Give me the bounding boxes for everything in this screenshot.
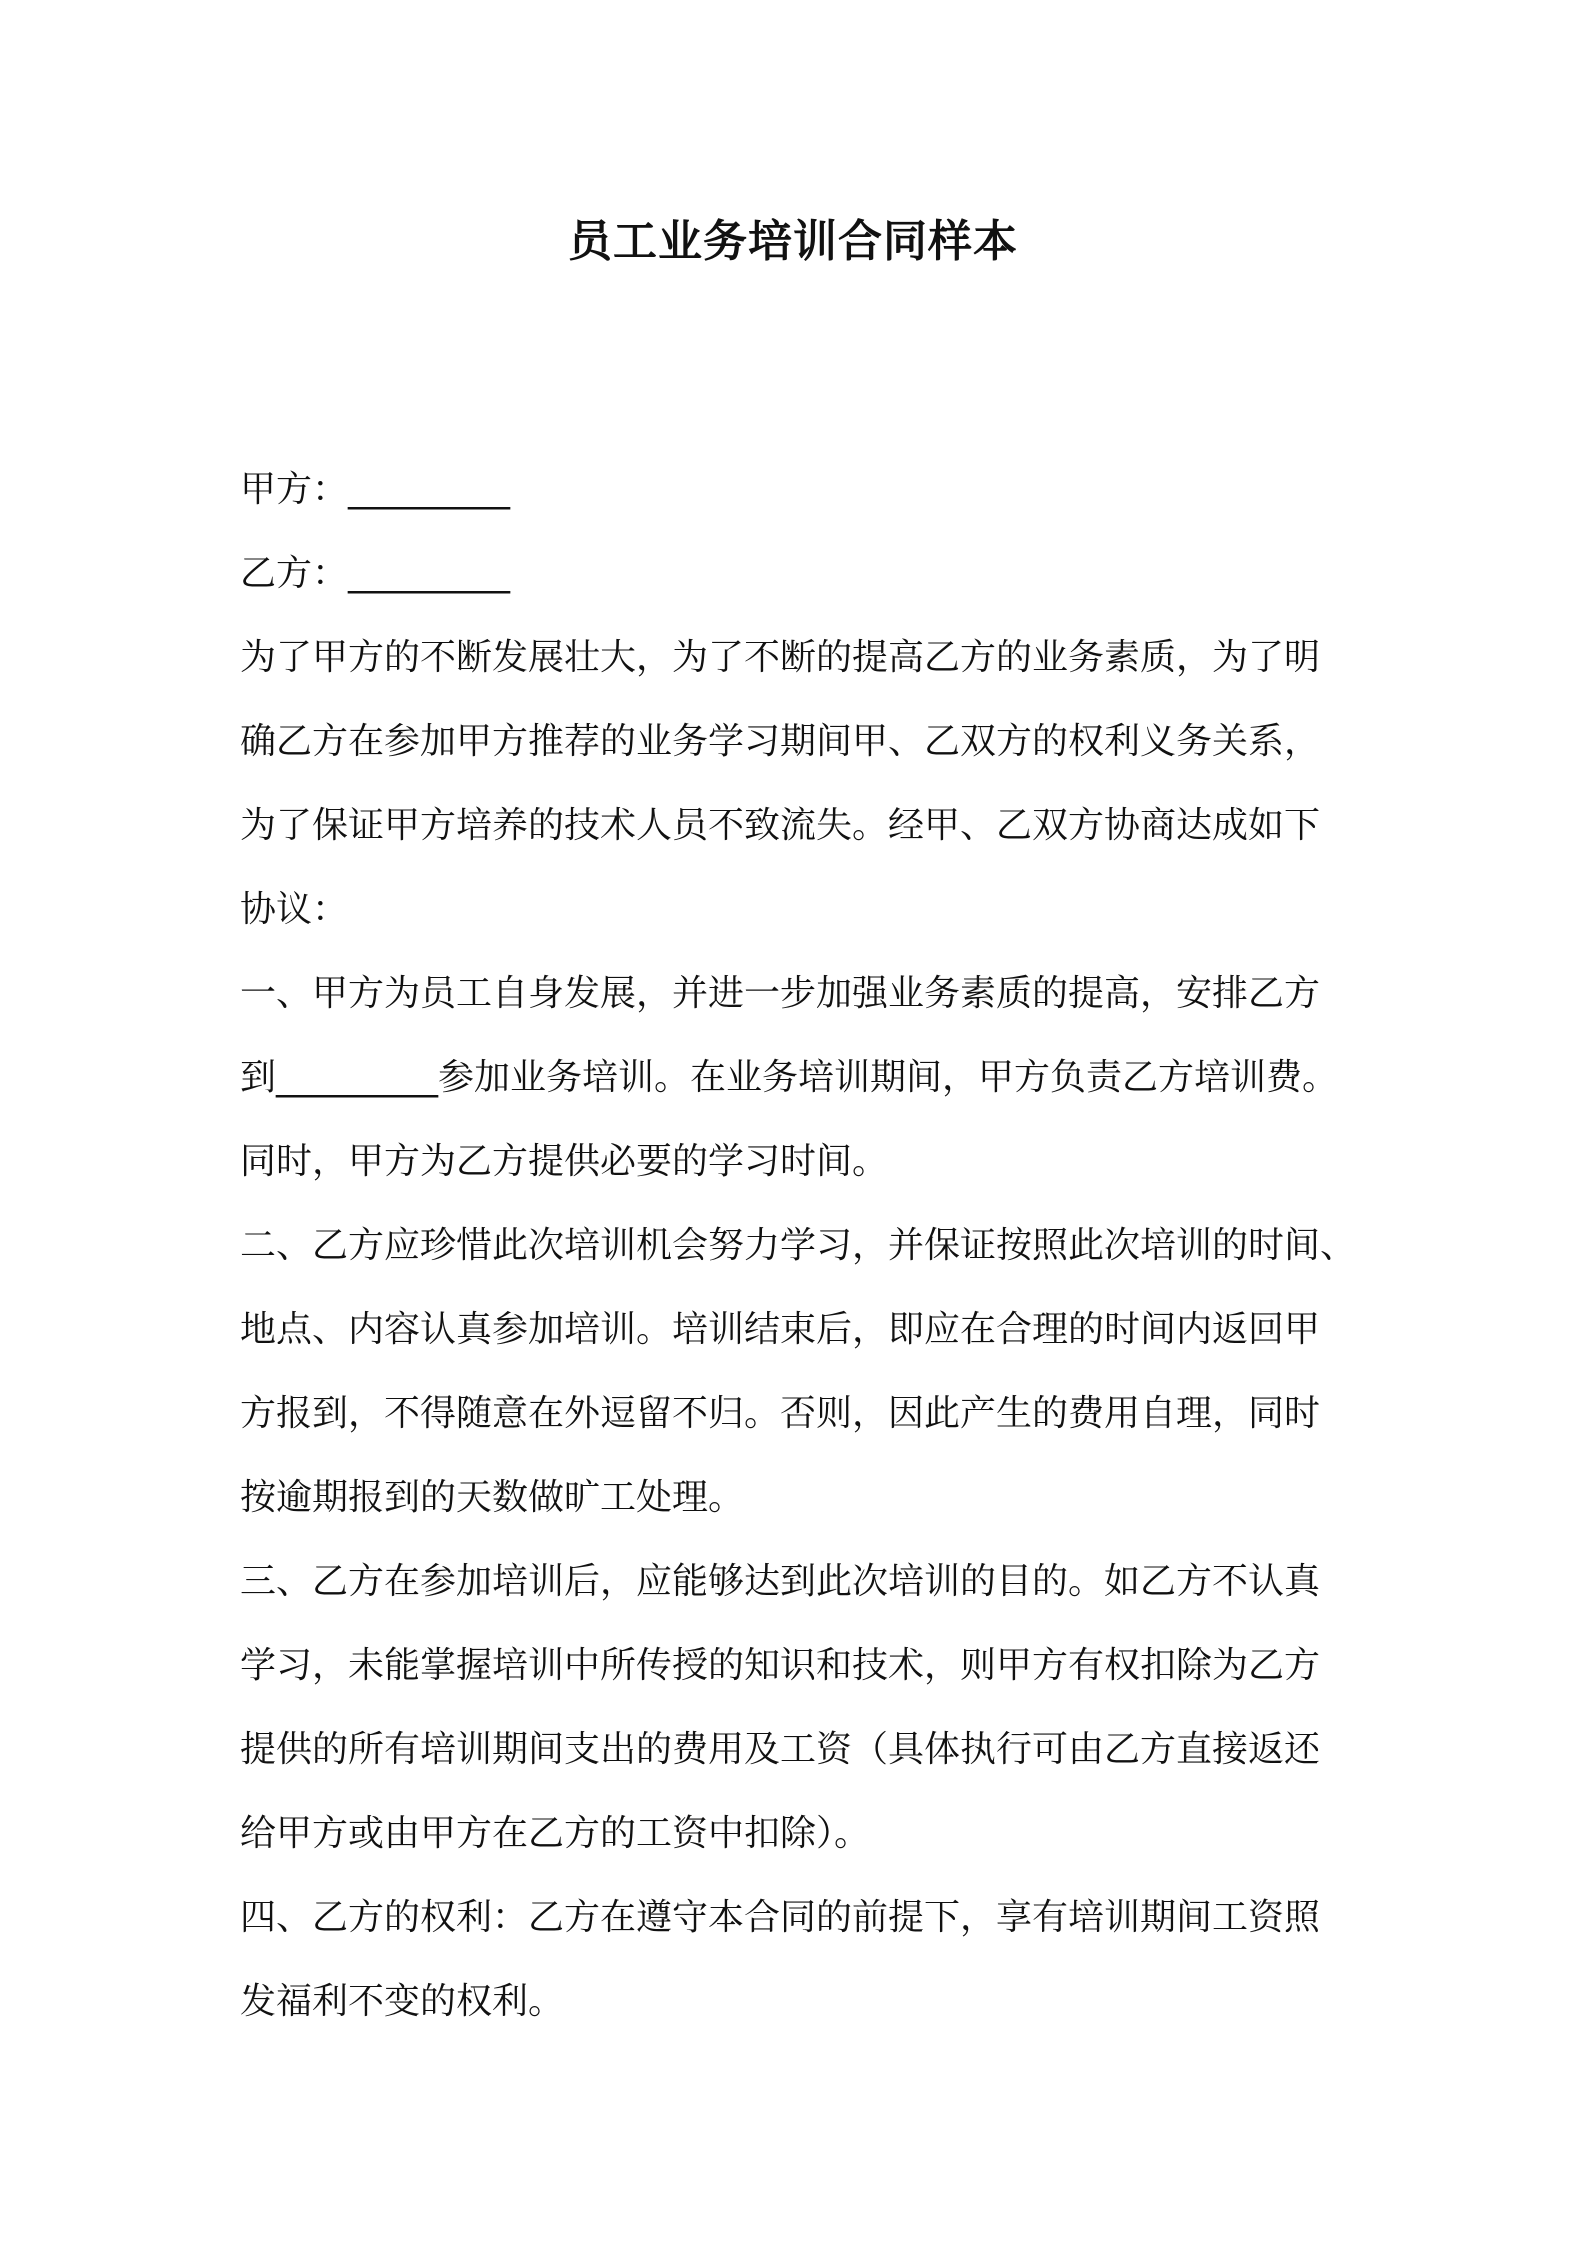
preamble-paragraph: [240, 616, 1350, 952]
paragraph-line: 按逾期报到的天数做旷工处理。: [240, 1477, 745, 1518]
paragraph-line: 发福利不变的权利。: [240, 1981, 565, 2022]
clause-3-paragraph: [240, 1540, 1350, 1876]
clause-4-paragraph: [240, 1876, 1350, 2044]
document-title: 员工业务培训合同样本: [568, 216, 1018, 267]
clause-1-paragraph: [240, 952, 1350, 1204]
paragraph-line: 同时，甲方为乙方提供必要的学习时间。: [240, 1141, 889, 1182]
paragraph-line: 到_________参加业务培训。在业务培训期间，甲方负责乙方培训费。: [240, 1057, 1339, 1098]
paragraph-line: 二、乙方应珍惜此次培训机会努力学习，并保证按照此次培训的时间、: [240, 1225, 1357, 1266]
paragraph-line: 为了甲方的不断发展壮大，为了不断的提高乙方的业务素质，为了明: [240, 637, 1321, 678]
paragraph-line: 一、甲方为员工自身发展，并进一步加强业务素质的提高，安排乙方: [240, 973, 1321, 1014]
party-b-line: 乙方：_________: [240, 553, 511, 594]
paragraph-line: 方报到，不得随意在外逗留不归。否则，因此产生的费用自理，同时: [240, 1393, 1321, 1434]
paragraph-line: 四、乙方的权利：乙方在遵守本合同的前提下，享有培训期间工资照: [240, 1897, 1321, 1938]
paragraph-line: 协议：: [240, 889, 349, 930]
paragraph-line: 地点、内容认真参加培训。培训结束后，即应在合理的时间内返回甲: [240, 1309, 1321, 1350]
clause-2-paragraph: [240, 1204, 1357, 1540]
paragraph-line: 为了保证甲方培养的技术人员不致流失。经甲、乙双方协商达成如下: [240, 805, 1321, 846]
paragraph-line: 三、乙方在参加培训后，应能够达到此次培训的目的。如乙方不认真: [240, 1561, 1321, 1602]
paragraph-line: 确乙方在参加甲方推荐的业务学习期间甲、乙双方的权利义务关系，: [240, 721, 1321, 762]
document-body: [240, 448, 1357, 2044]
party-a-line: 甲方：_________: [240, 469, 511, 510]
paragraph-line: 提供的所有培训期间支出的费用及工资（具体执行可由乙方直接返还: [240, 1729, 1321, 1770]
paragraph-line: 给甲方或由甲方在乙方的工资中扣除）。: [240, 1813, 871, 1854]
paragraph-line: 学习，未能掌握培训中所传授的知识和技术，则甲方有权扣除为乙方: [240, 1645, 1321, 1686]
